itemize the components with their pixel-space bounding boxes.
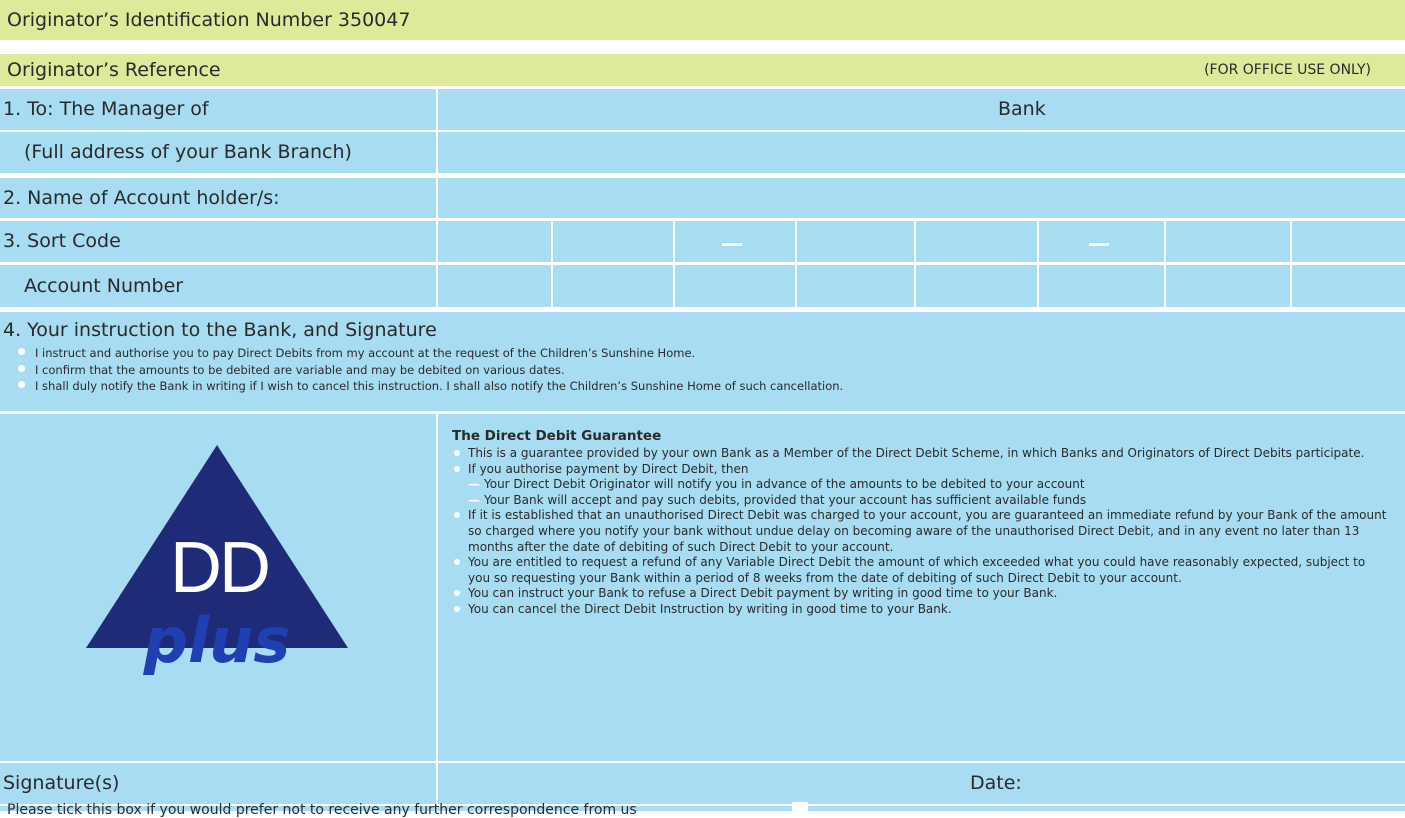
account-number-digit-3[interactable]: [673, 265, 795, 307]
account-number-digit-8[interactable]: [1290, 265, 1405, 307]
instruction-heading: 4. Your instruction to the Bank, and Signature: [3, 319, 437, 341]
guarantee-row: [0, 414, 1405, 761]
guarantee-list: [452, 446, 1387, 618]
bullet-icon: [18, 365, 25, 372]
date-label: Date:: [970, 772, 1022, 794]
account-number-digit-6[interactable]: [1037, 265, 1164, 307]
bank-address-field[interactable]: [436, 132, 1405, 173]
originator-id-row: [0, 0, 1405, 40]
guarantee-item: This is a guarantee provided by your own Bank as a Member of the Direct Debit Scheme, in which Banks and Originators of Direct Debits participate.: [452, 446, 1387, 462]
guarantee-title: The Direct Debit Guarantee: [452, 428, 662, 444]
office-use-label: (FOR OFFICE USE ONLY): [1204, 62, 1371, 78]
guarantee-item: You can instruct your Bank to refuse a Direct Debit payment by writing in good time to your Bank.: [452, 586, 1387, 602]
account-number-digit-5[interactable]: [914, 265, 1037, 307]
instruction-bullets: [18, 347, 843, 394]
guarantee-subitem: — Your Direct Debit Originator will notify you in advance of the amounts to be debited to your account: [468, 477, 1085, 492]
bank-manager-row: [0, 89, 1405, 130]
guarantee-item: If you authorise payment by Direct Debit, then: [452, 462, 1387, 478]
originator-reference-row: [0, 54, 1405, 86]
dd-plus-logo: [84, 442, 350, 677]
account-number-digit-4[interactable]: [795, 265, 914, 307]
signature-row: [0, 763, 1405, 804]
instruction-bullet: I shall duly notify the Bank in writing if I wish to cancel this instruction. I shall also notify the Children’s Sunshine Home of such cancellation.: [18, 380, 843, 394]
signature-label: Signature(s): [3, 772, 120, 794]
bank-label: Bank: [998, 98, 1046, 120]
guarantee-item: You are entitled to request a refund of any Variable Direct Debit the amount of which exceeded what you could have reasonably expected, subject to you so requesting your Bank within a period of 8 weeks from the date of debiting of such Direct Debit to your account.: [452, 555, 1387, 586]
instruction-bullet: I instruct and authorise you to pay Direct Debits from my account at the request of the Children’s Sunshine Home.: [18, 347, 843, 361]
account-holder-field[interactable]: [436, 178, 1405, 218]
dd-letters: DD: [170, 528, 268, 608]
account-number-digit-1[interactable]: [436, 265, 551, 307]
account-number-digit-7[interactable]: [1164, 265, 1290, 307]
account-holder-label: 2. Name of Account holder/s:: [3, 187, 280, 209]
bank-name-field[interactable]: [436, 89, 1405, 130]
optout-text: Please tick this box if you would prefer not to receive any further correspondence from us: [7, 802, 637, 818]
guarantee-subitem: — Your Bank will accept and pay such debits, provided that your account has sufficient available funds: [468, 492, 1087, 507]
instruction-bullet: I confirm that the amounts to be debited are variable and may be debited on various dates.: [18, 364, 843, 378]
account-number-digit-2[interactable]: [551, 265, 673, 307]
guarantee-item: You can cancel the Direct Debit Instruction by writing in good time to your Bank.: [452, 602, 1387, 618]
optout-wrapper: [0, 802, 1405, 818]
sort-code-digit-5[interactable]: [914, 221, 1037, 262]
originator-reference-label: Originator’s Reference: [7, 59, 221, 81]
guarantee-item: If it is established that an unauthorised Direct Debit was charged to your account, you are guaranteed an immediate refund by your Bank of the amount so charged where you notify your bank without undue delay on becoming aware of the unauthorised Direct Debit, and in any event no later than 13 months after the date of debiting of such Direct Debit to your account.: [452, 508, 1387, 555]
dash-icon: —: [468, 477, 480, 492]
guarantee-panel: [436, 414, 1405, 761]
sort-code-digit-2[interactable]: [551, 221, 673, 262]
sort-code-digit-1[interactable]: [436, 221, 551, 262]
to-manager-label: 1. To: The Manager of: [3, 98, 209, 120]
sort-code-digit-8[interactable]: [1290, 221, 1405, 262]
signature-field[interactable]: [436, 763, 1405, 804]
originator-id-label: Originator’s Identification Number 350047: [7, 9, 411, 31]
dash-icon: —: [468, 492, 480, 507]
sort-code-dash-1: [722, 243, 742, 246]
optout-checkbox[interactable]: [792, 802, 808, 818]
sort-code-label: 3. Sort Code: [3, 230, 121, 252]
sort-code-digit-3[interactable]: [673, 221, 795, 262]
guarantee-content: [452, 428, 1387, 618]
sort-code-digit-7[interactable]: [1164, 221, 1290, 262]
account-holder-row: [0, 178, 1405, 218]
bank-address-row: [0, 132, 1405, 173]
sort-code-row: [0, 221, 1405, 262]
account-number-row: [0, 265, 1405, 307]
instruction-row: [0, 312, 1405, 411]
sort-code-digit-4[interactable]: [795, 221, 914, 262]
bullet-icon: [18, 348, 25, 355]
sort-code-dash-2: [1089, 243, 1109, 246]
account-number-label: Account Number: [24, 275, 184, 297]
bullet-icon: [18, 381, 25, 388]
address-label: (Full address of your Bank Branch): [24, 141, 352, 163]
plus-word: plus: [143, 604, 291, 677]
sort-code-digit-6[interactable]: [1037, 221, 1164, 262]
